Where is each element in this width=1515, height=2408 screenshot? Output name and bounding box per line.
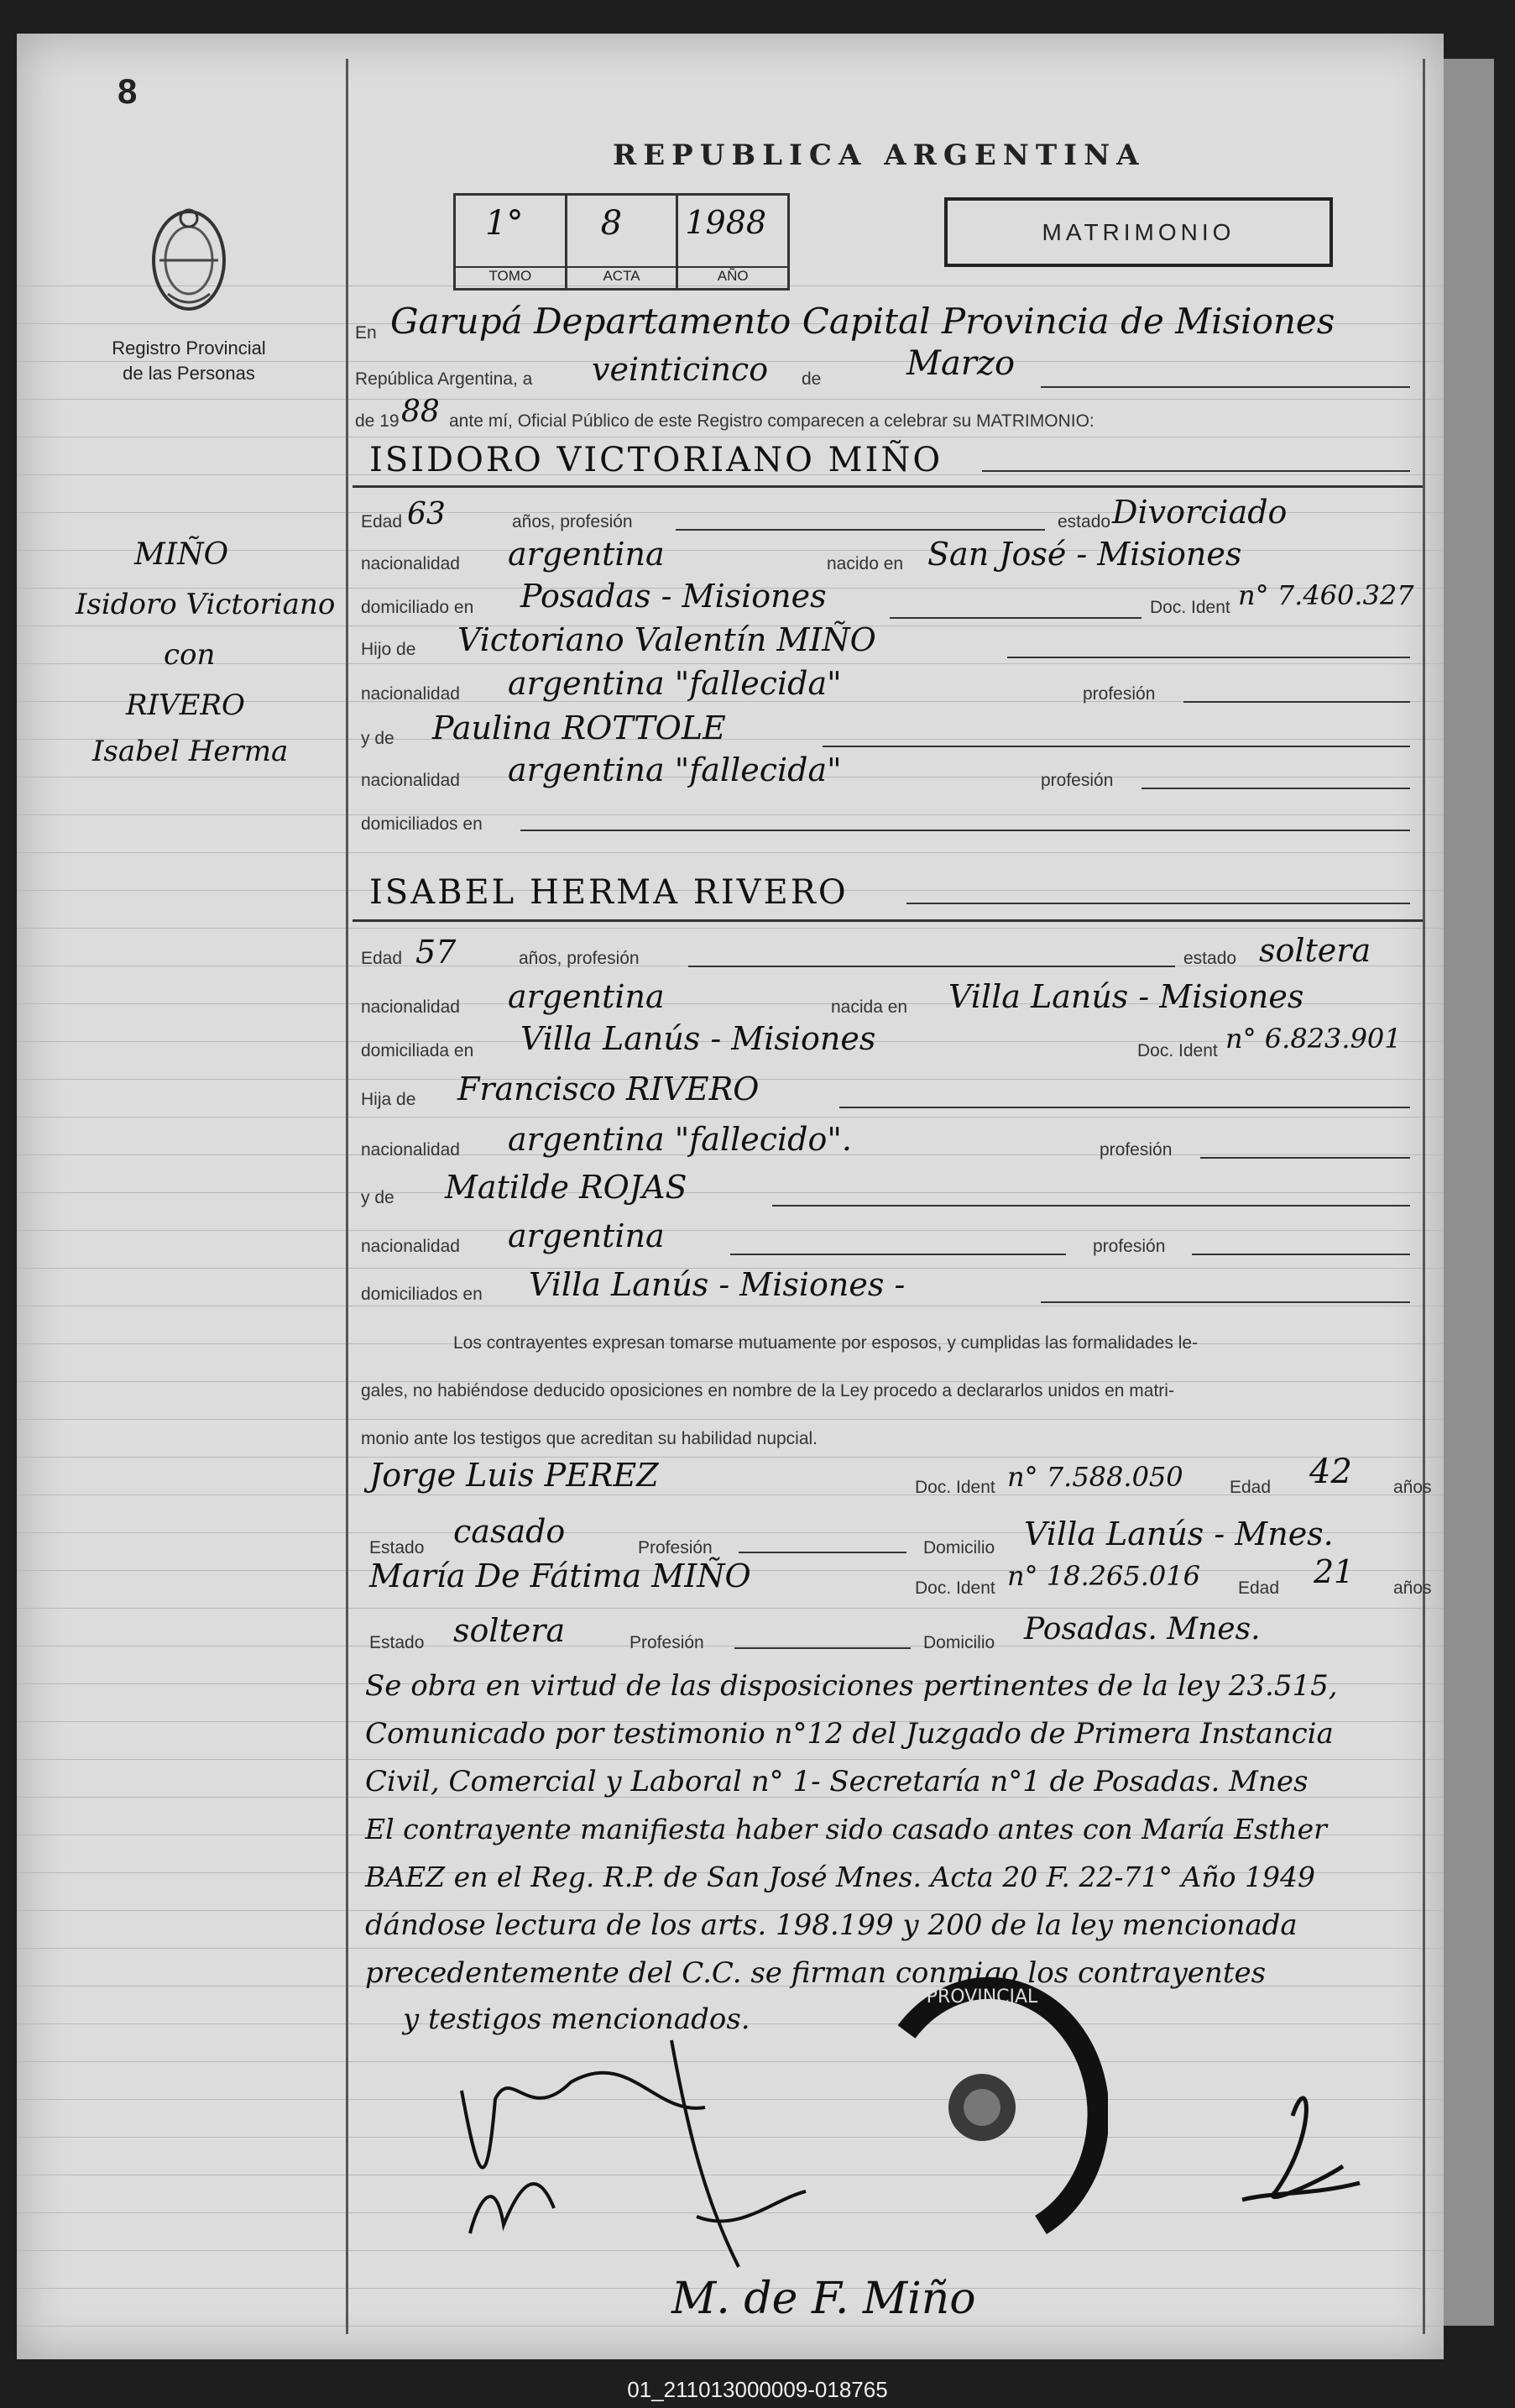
groom-madre-nac-label: nacionalidad (361, 771, 460, 790)
tomo-label: TOMO (456, 266, 565, 285)
margin-note-groom-name: Isidoro Victoriano (76, 588, 336, 621)
groom-profesion-label: años, profesión (512, 512, 633, 531)
declaration-line-2: gales, no habiéndose deducido oposiciones en nombre de la Ley procedo a declararlos unidos en matri- (361, 1381, 1174, 1400)
groom-domicilio: Posadas - Misiones (520, 578, 827, 615)
registry-line-1: Registro Provincial (112, 338, 266, 359)
bride-estado: soltera (1259, 932, 1371, 969)
groom-madre-nac: argentina "fallecida" (508, 751, 842, 788)
groom-nacionalidad-label: nacionalidad (361, 554, 460, 573)
groom-nacido-label: nacido en (827, 554, 904, 573)
groom-estado-label: estado (1058, 512, 1111, 531)
witness1-doc: n° 7.588.050 (1007, 1461, 1183, 1493)
bride-padre: Francisco RIVERO (457, 1071, 760, 1107)
signature-maria-de-fatima: M. de F. Miño (671, 2274, 976, 2324)
acta-label: ACTA (567, 266, 677, 285)
witness1-anos-label: años (1393, 1478, 1432, 1497)
page-number: 8 (118, 71, 138, 111)
witness1-estado-label: Estado (369, 1538, 425, 1557)
bride-madre: Matilde ROJAS (445, 1169, 687, 1206)
witness2-doc-label: Doc. Ident (915, 1578, 995, 1598)
groom-padre-profesion-label: profesión (1083, 684, 1156, 704)
tomo-cell (456, 196, 567, 288)
witness1-edad: 42 (1309, 1453, 1352, 1491)
bride-padre-profesion-label: profesión (1100, 1140, 1173, 1160)
witness1-name: Jorge Luis PEREZ (369, 1457, 659, 1494)
bride-padre-label: Hija de (361, 1090, 416, 1109)
intro-month: Marzo (906, 344, 1016, 383)
intro-de-label: de (802, 369, 822, 389)
registry-box (453, 193, 790, 291)
groom-domiciliados-label: domiciliados en (361, 814, 483, 834)
bride-edad-label: Edad (361, 949, 403, 968)
note-line-2: Comunicado por testimonio n°12 del Juzgado de Primera Instancia (365, 1717, 1334, 1751)
ano-value: 1988 (685, 204, 767, 241)
bride-madre-label: y de (361, 1188, 394, 1207)
groom-padre-nac-label: nacionalidad (361, 684, 460, 704)
groom-doc: n° 7.460.327 (1238, 579, 1414, 611)
ano-label: AÑO (678, 266, 787, 285)
matrimonio-label: MATRIMONIO (1042, 218, 1236, 245)
acta-value: 8 (600, 204, 623, 243)
intro-de19-label: de 19 (355, 411, 400, 431)
witness1-estado: casado (453, 1513, 566, 1550)
groom-edad-label: Edad (361, 512, 403, 531)
signature-groom (462, 2073, 705, 2168)
margin-note-bride-name: Isabel Herma (92, 735, 289, 768)
intro-year: 88 (401, 395, 440, 429)
document-title: REPUBLICA ARGENTINA (613, 139, 1146, 172)
groom-nacionalidad: argentina (508, 536, 665, 573)
note-line-1: Se obra en virtud de las disposiciones pertinentes de la ley 23.515, (365, 1669, 1338, 1703)
witness2-domicilio: Posadas. Mnes. (1024, 1612, 1261, 1646)
right-border (1423, 59, 1425, 2334)
intro-en-label: En (355, 323, 377, 343)
groom-name: ISIDORO VICTORIANO MIÑO (369, 441, 943, 479)
declaration-line-1: Los contrayentes expresan tomarse mutuamente por esposos, y cumplidas las formalidades le- (453, 1333, 1199, 1353)
note-line-5: BAEZ en el Reg. R.P. de San José Mnes. Acta 20 F. 22-71° Año 1949 (365, 1861, 1315, 1893)
note-line-4: El contrayente manifiesta haber sido casado antes con María Esther (365, 1813, 1327, 1845)
bride-domicilio: Villa Lanús - Misiones (520, 1020, 876, 1057)
intro-republica-label: República Argentina, a (355, 369, 533, 389)
coat-of-arms-icon (143, 202, 235, 319)
bride-madre-nac-label: nacionalidad (361, 1237, 460, 1256)
ano-cell (678, 196, 787, 288)
bride-nacionalidad: argentina (508, 978, 665, 1015)
margin-note-con: con (164, 638, 216, 672)
witness2-name: María De Fátima MIÑO (369, 1557, 751, 1594)
bride-padre-nac-label: nacionalidad (361, 1140, 460, 1160)
witness1-domicilio-label: Domicilio (923, 1538, 995, 1557)
witness2-estado-label: Estado (369, 1633, 425, 1652)
bride-name: ISABEL HERMA RIVERO (369, 873, 849, 912)
groom-padre: Victoriano Valentín MIÑO (457, 621, 876, 658)
witness2-doc: n° 18.265.016 (1007, 1560, 1200, 1592)
margin-note-bride-surname: RIVERO (126, 688, 245, 722)
bride-nacida: Villa Lanús - Misiones (948, 978, 1304, 1015)
bride-domicilio-label: domiciliada en (361, 1041, 474, 1060)
groom-padre-nac: argentina "fallecida" (508, 665, 842, 702)
witness2-profesion-label: Profesión (630, 1633, 704, 1652)
bride-nacida-label: nacida en (831, 997, 908, 1017)
acta-cell (567, 196, 679, 288)
bride-profesion-label: años, profesión (519, 949, 640, 968)
image-filename-caption: 01_211013000009-018765 (627, 2377, 888, 2402)
bride-nacionalidad-label: nacionalidad (361, 997, 460, 1017)
bride-domiciliados-label: domiciliados en (361, 1285, 483, 1304)
intro-day: veinticinco (592, 351, 769, 388)
registry-line-2: de las Personas (123, 363, 255, 384)
witness1-profesion-label: Profesión (638, 1538, 713, 1557)
bride-domiciliados: Villa Lanús - Misiones - (529, 1266, 906, 1303)
signature-official (1242, 2098, 1360, 2200)
signature-witness (671, 2040, 806, 2267)
groom-nacido: San José - Misiones (927, 536, 1242, 573)
groom-madre: Paulina ROTTOLE (432, 709, 726, 746)
document-page (17, 34, 1444, 2359)
bride-madre-nac: argentina (508, 1217, 665, 1254)
bride-edad: 57 (415, 934, 457, 971)
witness1-domicilio: Villa Lanús - Mnes. (1024, 1515, 1334, 1552)
witness2-edad-label: Edad (1238, 1578, 1280, 1598)
note-line-3: Civil, Comercial y Laboral n° 1- Secretaría n°1 de Posadas. Mnes (365, 1765, 1309, 1798)
margin-divider (346, 59, 348, 2334)
witness2-estado: soltera (453, 1612, 566, 1649)
witness2-domicilio-label: Domicilio (923, 1633, 995, 1652)
witness1-doc-label: Doc. Ident (915, 1478, 995, 1497)
margin-note-surname: MIÑO (134, 537, 229, 572)
declaration-line-3: monio ante los testigos que acreditan su habilidad nupcial. (361, 1429, 818, 1448)
bride-estado-label: estado (1183, 949, 1237, 968)
bride-doc: n° 6.823.901 (1225, 1023, 1402, 1055)
groom-edad: 63 (407, 497, 446, 531)
witness2-anos-label: años (1393, 1578, 1432, 1598)
note-line-8: y testigos mencionados. (403, 2002, 750, 2036)
bride-madre-profesion-label: profesión (1093, 1237, 1166, 1256)
groom-madre-profesion-label: profesión (1041, 771, 1114, 790)
intro-ante-mi: ante mí, Oficial Público de este Registro comparecen a celebrar su MATRIMONIO: (449, 411, 1094, 431)
matrimonio-box (944, 197, 1333, 267)
groom-domicilio-label: domiciliado en (361, 598, 474, 617)
note-line-6: dándose lectura de los arts. 198.199 y 200 de la ley mencionada (365, 1908, 1298, 1942)
groom-estado: Divorciado (1112, 494, 1288, 531)
witness1-edad-label: Edad (1230, 1478, 1272, 1497)
signatures (353, 2015, 1444, 2351)
stamp-text: PROVINCIAL (926, 1987, 1038, 2008)
signature-bride (470, 2184, 554, 2233)
groom-madre-label: y de (361, 729, 394, 748)
bride-padre-nac: argentina "fallecido". (508, 1121, 852, 1158)
tomo-value: 1° (485, 204, 524, 243)
groom-doc-label: Doc. Ident (1150, 598, 1230, 617)
bride-doc-label: Doc. Ident (1137, 1041, 1218, 1060)
groom-padre-label: Hijo de (361, 640, 416, 659)
note-line-7: precedentemente del C.C. se firman conmigo los contrayentes (365, 1956, 1267, 1990)
witness2-edad: 21 (1314, 1553, 1355, 1590)
intro-place: Garupá Departamento Capital Provincia de Misiones (390, 301, 1335, 342)
